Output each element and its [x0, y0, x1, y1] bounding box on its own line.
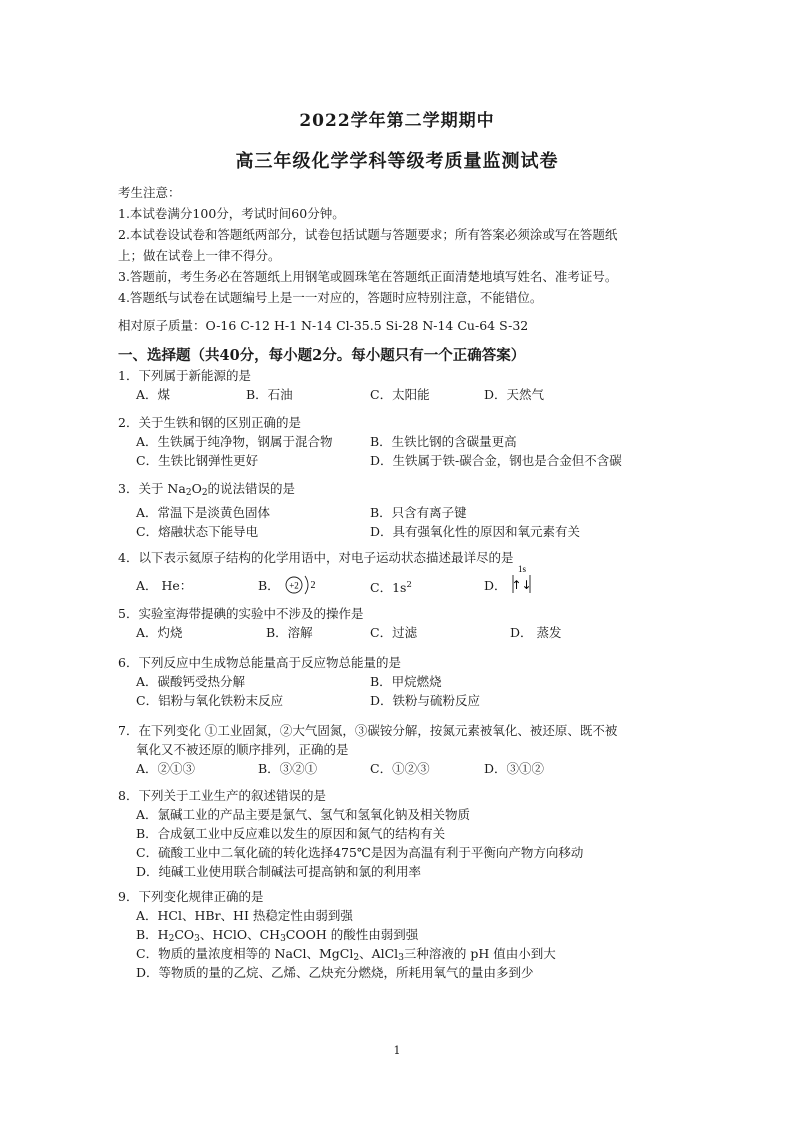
question-stem: 9．下列变化规律正确的是 — [118, 889, 264, 904]
nucleus-charge: +2 — [288, 580, 299, 591]
option-b: B．甲烷燃烧 — [370, 674, 442, 689]
notice-heading: 考生注意： — [118, 185, 181, 200]
option-b: B．只含有离子键 — [370, 505, 467, 520]
exam-title-subject: 高三年级化学学科等级考质量监测试卷 — [235, 151, 559, 172]
atomic-mass-line: 相对原子质量：O-16 C-12 H-1 N-14 Cl-35.5 Si-28 N-14 Cu-64 S-32 — [118, 318, 529, 333]
option-c: C．生铁比钢弹性更好 — [136, 453, 259, 468]
question-8 — [118, 786, 684, 881]
option-d: D．铁粉与硫粉反应 — [370, 693, 481, 708]
option-d: D． 1s ↑↓ — [484, 576, 531, 596]
page-number: 1 — [393, 1044, 401, 1057]
option-a: A．碳酸钙受热分解 — [136, 674, 246, 689]
option-d: D． 蒸发 — [510, 625, 562, 640]
option-b: B．生铁比钢的含碳量更高 — [370, 434, 517, 449]
question-6 — [118, 653, 684, 710]
question-4 — [118, 548, 684, 599]
option-a: A．生铁属于纯净物，钢属于混合物 — [136, 434, 333, 449]
option-d: D．生铁属于铁-碳合金，钢也是合金但不含碳 — [370, 453, 622, 468]
option-c: C．熔融状态下能导电 — [136, 524, 259, 539]
exam-title-term: 2022学年第二学期期中 — [299, 111, 495, 131]
option-d: D．③①② — [484, 761, 545, 776]
option-b: B．$H_2CO_3$、HClO、$CH_3COOH$ 的酸性由弱到强 — [136, 927, 419, 944]
notice-item: 2.本试卷设试卷和答题纸两部分，试卷包括试题与答题要求；所有答案必须涂或写在答题纸 — [118, 227, 618, 242]
question-stem: 6．下列反应中生成物总能量高于反应物总能量的是 — [118, 655, 401, 670]
section-heading: 一、选择题（共40分，每小题2分。每小题只有一个正确答案） — [118, 347, 526, 364]
question-9 — [118, 887, 684, 982]
option-a: A．HCl、HBr、HI 热稳定性由弱到强 — [136, 908, 353, 923]
question-stem: 7．在下列变化 ①工业固氮，②大气固氮，③碳铵分解，按氮元素被氧化、被还原、既不被 — [118, 723, 618, 738]
candidate-notice — [118, 182, 684, 308]
question-2 — [118, 413, 684, 470]
question-5 — [118, 604, 684, 642]
option-b: B．溶解 — [266, 625, 313, 640]
question-3 — [118, 479, 684, 541]
question-stem: 1．下列属于新能源的是 — [118, 368, 251, 383]
option-c: C．①②③ — [370, 761, 430, 776]
option-b: B．③②① — [258, 761, 318, 776]
option-d: D．等物质的量的乙烷、乙烯、乙炔充分燃烧，所耗用氧气的量由多到少 — [136, 965, 534, 980]
option-c: C．$1s^2$ — [370, 580, 412, 595]
orbital-label: 1s — [517, 564, 526, 574]
option-c: C．硫酸工业中二氧化硫的转化选择475℃是因为高温有利于平衡向产物方向移动 — [136, 845, 584, 860]
option-a: A． He： — [136, 578, 193, 593]
notice-item: 1.本试卷满分100分，考试时间60分钟。 — [118, 206, 345, 221]
notice-item: 4.答题纸与试卷在试题编号上是一一对应的，答题时应特别注意，不能错位。 — [118, 290, 543, 305]
question-7 — [118, 721, 684, 778]
option-d: D．具有强氧化性的原因和氧元素有关 — [370, 524, 581, 539]
option-d: D．纯碱工业使用联合制碱法可提高钠和氯的利用率 — [136, 864, 422, 879]
option-a: A．常温下是淡黄色固体 — [136, 505, 271, 520]
question-stem: 5．实验室海带提碘的实验中不涉及的操作是 — [118, 606, 364, 621]
notice-item: 上；做在试卷上一律不得分。 — [118, 248, 281, 263]
orbital-box-diagram — [510, 564, 532, 596]
option-b: B．石油 — [246, 387, 293, 402]
option-a: A．②①③ — [136, 761, 196, 776]
option-d: D．天然气 — [484, 387, 545, 402]
option-a: A．氯碱工业的产品主要是氯气、氢气和氢氧化钠及相关物质 — [136, 807, 471, 822]
option-c: C．铝粉与氧化铁粉末反应 — [136, 693, 284, 708]
question-stem: 8．下列关于工业生产的叙述错误的是 — [118, 788, 326, 803]
shell-electron-count: 2 — [310, 580, 316, 591]
option-c: C．过滤 — [370, 625, 418, 640]
atomic-structure-diagram — [284, 577, 324, 596]
question-stem: 3．关于 $Na_2O_2$的说法错误的是 — [118, 481, 296, 498]
question-stem: 2．关于生铁和钢的区别正确的是 — [118, 415, 301, 430]
option-a: A．煤 — [136, 387, 171, 402]
option-b: B． +2 2 — [258, 576, 324, 596]
question-stem-cont: 氧化又不被还原的顺序排列，正确的是 — [136, 742, 349, 757]
electron-spin-arrows: ↑↓ — [510, 578, 532, 592]
question-1 — [118, 366, 684, 404]
notice-item: 3.答题前，考生务必在答题纸上用钢笔或圆珠笔在答题纸正面清楚地填写姓名、准考证号。 — [118, 269, 618, 284]
option-b: B．合成氨工业中反应难以发生的原因和氮气的结构有关 — [136, 826, 446, 841]
option-c: C．物质的量浓度相等的 NaCl、MgCl$_2$、AlCl$_3$三种溶液的 pH 值由小到大 — [136, 946, 556, 963]
question-stem: 4．以下表示氦原子结构的化学用语中，对电子运动状态描述最详尽的是 — [118, 550, 514, 565]
option-a: A．灼烧 — [136, 625, 183, 640]
option-c: C．太阳能 — [370, 387, 430, 402]
